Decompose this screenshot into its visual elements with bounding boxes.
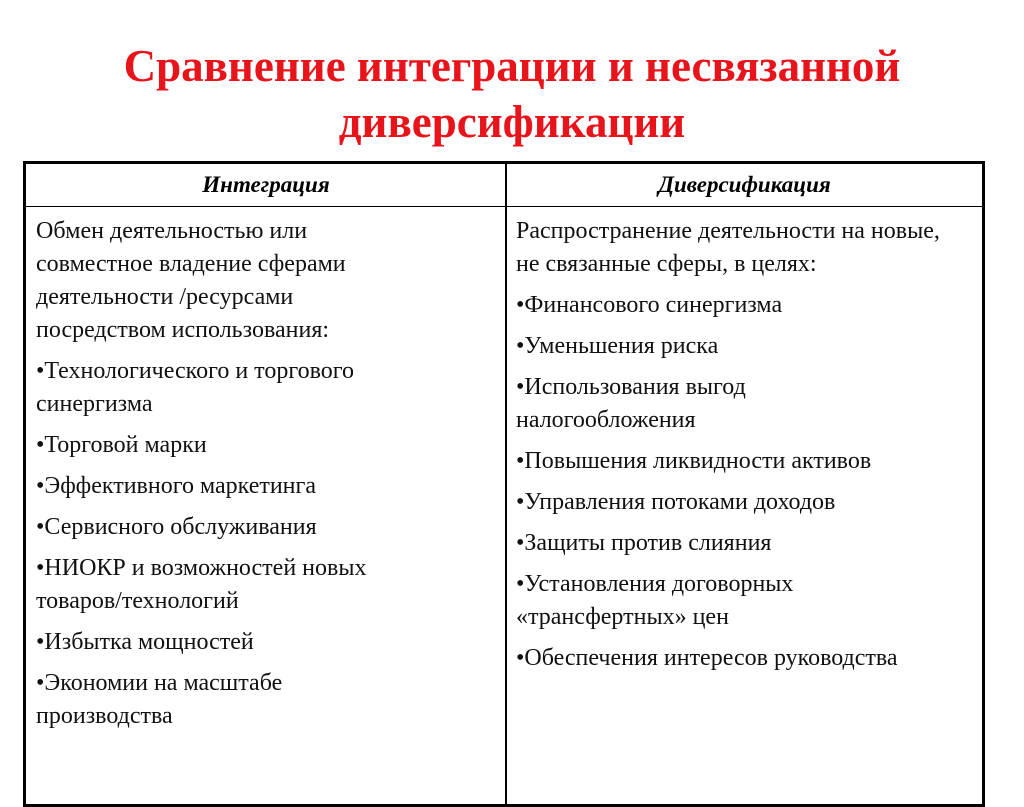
- list-item: •Повышения ликвидности активов: [516, 448, 872, 474]
- intro-text: Распространение деятельности на новые, не связанные сферы, в целях:: [516, 218, 940, 277]
- list-item: •Обеспечения интересов руководства: [516, 645, 898, 671]
- comparison-table: [23, 161, 985, 807]
- title-line-2: диверсификации: [338, 97, 686, 147]
- title-line-1: Сравнение интеграции и несвязанной: [123, 41, 901, 91]
- list-item: •Защиты против слияния: [516, 530, 772, 556]
- list-item: •Финансового синергизма: [516, 292, 783, 318]
- list-item: •Установления договорных «трансфертных» цен: [516, 571, 794, 630]
- list-item: •Технологического и торгового синергизма: [36, 358, 355, 417]
- slide-title: [0, 38, 1024, 150]
- list-item: •Торговой марки: [36, 432, 207, 458]
- list-item: •НИОКР и возможностей новых товаров/технологий: [36, 555, 367, 614]
- header-integration: Интеграция: [26, 164, 506, 207]
- list-item: •Избытка мощностей: [36, 629, 254, 655]
- integration-column: [36, 215, 501, 741]
- column-divider: [505, 164, 507, 804]
- intro-text: Обмен деятельностью или совместное владение сферами деятельности /ресурсами посредством использования:: [36, 218, 346, 343]
- list-item: •Уменьшения риска: [516, 333, 719, 359]
- list-item: •Сервисного обслуживания: [36, 514, 317, 540]
- list-item: •Эффективного маркетинга: [36, 473, 317, 499]
- diversification-column: [516, 215, 981, 683]
- header-diversification: Диверсификация: [507, 164, 982, 207]
- list-item: •Управления потоками доходов: [516, 489, 836, 515]
- list-item: •Использования выгод налогообложения: [516, 374, 746, 433]
- list-item: •Экономии на масштабе производства: [36, 670, 283, 729]
